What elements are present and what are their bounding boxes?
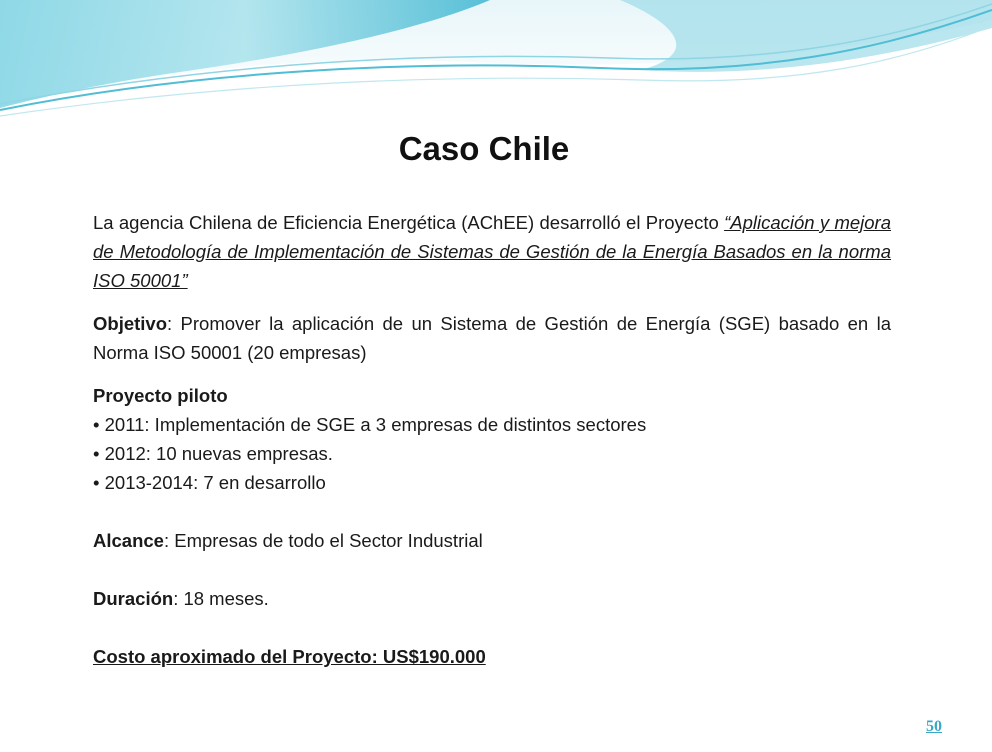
list-item: • 2011: Implementación de SGE a 3 empresas de distintos sectores xyxy=(93,414,647,435)
intro-prefix: La agencia Chilena de Eficiencia Energética (AChEE) desarrolló el Proyecto xyxy=(93,212,725,233)
list-item: • 2012: 10 nuevas empresas. xyxy=(93,443,333,464)
duracion-text: : 18 meses. xyxy=(173,588,269,609)
duracion-paragraph xyxy=(93,584,891,613)
costo-paragraph xyxy=(93,642,891,671)
intro-paragraph xyxy=(93,208,891,295)
alcance-label: Alcance xyxy=(93,530,164,551)
slide-body xyxy=(93,208,891,671)
header-wave-decoration xyxy=(0,0,992,130)
duracion-label: Duración xyxy=(93,588,174,609)
piloto-heading xyxy=(93,381,891,410)
page-number: 50 xyxy=(926,718,942,735)
alcance-text: : Empresas de todo el Sector Industrial xyxy=(163,530,483,551)
slide-title: Caso Chile xyxy=(398,130,570,167)
list-item: • 2013-2014: 7 en desarrollo xyxy=(93,472,326,493)
alcance-paragraph xyxy=(93,526,891,555)
objetivo-paragraph xyxy=(93,309,891,367)
objetivo-text: : Promover la aplicación de un Sistema de Gestión de Energía (SGE) basado en la Norma ISO 50001 (20 empresas) xyxy=(93,313,891,363)
costo-text: Costo aproximado del Proyecto: US$190.000 xyxy=(93,646,486,667)
piloto-heading-text: Proyecto piloto xyxy=(93,385,228,406)
project-name: “Aplicación y mejora de Metodología de Implementación de Sistemas de Gestión de la Energía Basados en la norma ISO 50001” xyxy=(93,212,891,291)
objetivo-label: Objetivo xyxy=(93,313,168,334)
